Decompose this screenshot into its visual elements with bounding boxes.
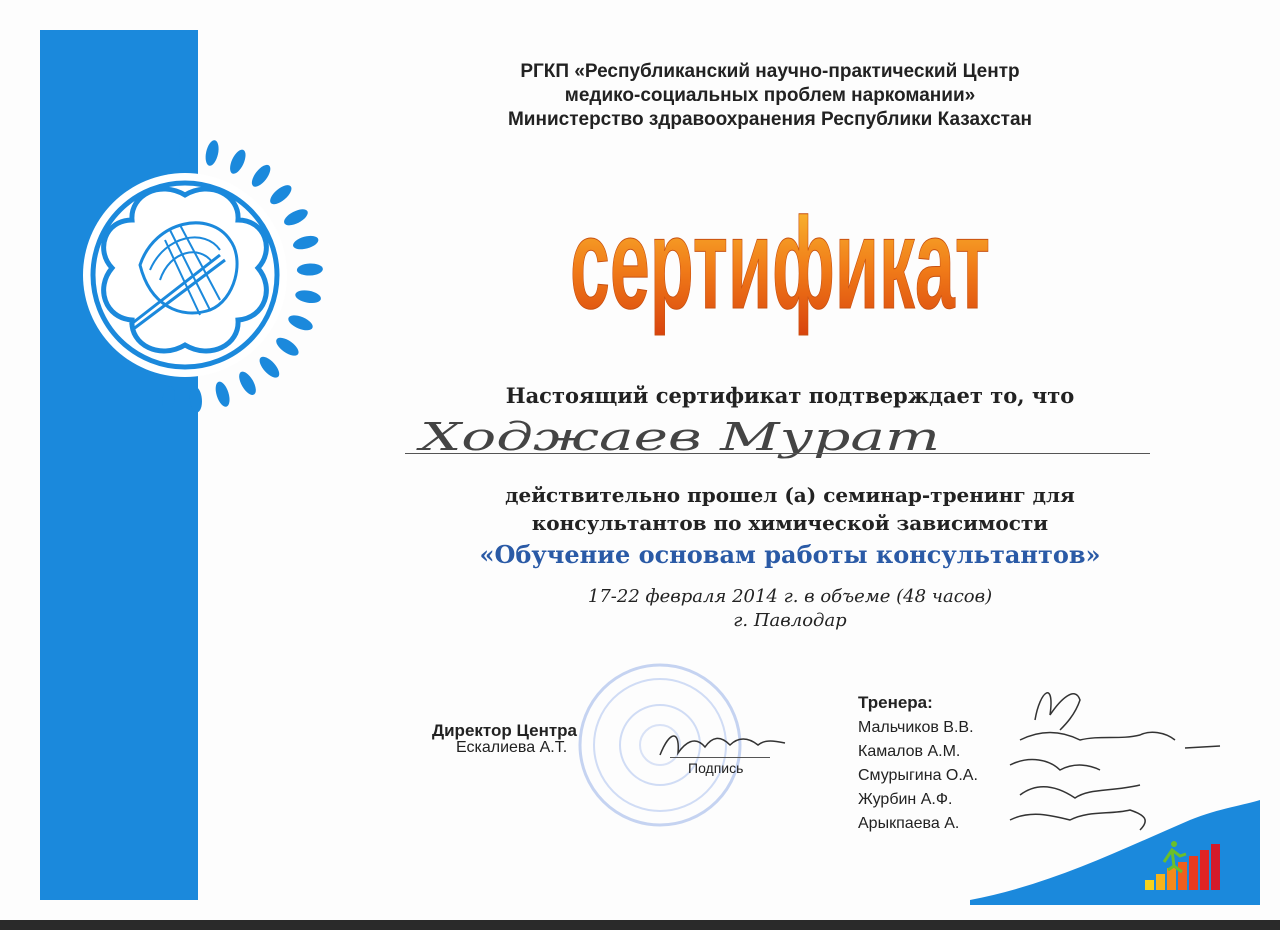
sun-ray <box>292 233 320 251</box>
director-name: Ескалиева А.Т. <box>456 739 568 756</box>
trainers-list <box>858 716 978 836</box>
sun-ray <box>297 263 323 276</box>
sun-ray <box>273 334 301 359</box>
signature-label: Подпись <box>688 760 744 776</box>
step-bar <box>1200 850 1209 890</box>
trainers-title: Тренера: <box>858 693 933 712</box>
header-line-2: медико-социальных проблем наркомании» <box>564 85 976 106</box>
sun-ray <box>236 369 259 398</box>
step-bar <box>1178 862 1187 890</box>
sun-ray <box>294 289 322 305</box>
certificate-title-text: сертификат <box>570 190 990 336</box>
corner-wave-logo <box>970 800 1260 905</box>
trainer-name: Смурыгина О.А. <box>858 767 978 784</box>
sun-ray <box>267 182 295 208</box>
certificate-title <box>560 190 1000 336</box>
organization-header <box>420 60 1120 132</box>
sun-ray <box>213 380 232 408</box>
name-underline <box>405 453 1150 454</box>
step-bar <box>1189 856 1198 890</box>
trainer-name: Журбин А.Ф. <box>858 791 953 808</box>
trainer-name: Мальчиков В.В. <box>858 719 974 736</box>
sun-ray <box>256 354 282 381</box>
sun-ray <box>203 139 220 167</box>
recipient-name: Ходжаев Мурат <box>415 415 940 459</box>
step-bar <box>1145 880 1154 890</box>
sun-ray <box>179 137 191 163</box>
step-bar <box>1211 844 1220 890</box>
sun-ray <box>282 206 311 229</box>
dates-block <box>430 585 1150 633</box>
sun-ray <box>248 162 273 190</box>
header-line-3: Министерство здравоохранения Республики Казахстан <box>507 109 1033 130</box>
sun-ray <box>161 385 176 412</box>
step-bar <box>1156 874 1165 890</box>
description <box>430 481 1150 537</box>
description-line-2: консультантов по химической зависимости <box>531 511 1049 535</box>
header-line-1: РГКП «Республиканский научно-практический Центр <box>520 61 1020 82</box>
confirm-text: Настоящий сертификат подтверждает то, что <box>505 383 1075 408</box>
sun-ray <box>189 386 203 413</box>
city-text: г. Павлодар <box>733 610 847 631</box>
trainer-name: Камалов А.М. <box>858 743 961 760</box>
course-title: «Обучение основам работы консультантов» <box>479 540 1101 569</box>
sun-emblem-logo <box>70 110 330 430</box>
trainer-name: Арыкпаева А. <box>858 815 960 832</box>
sun-ray <box>227 147 249 176</box>
signature-line <box>670 757 770 758</box>
step-bar <box>1167 868 1176 890</box>
scan-edge <box>0 920 1280 930</box>
director-signature <box>650 725 790 765</box>
sun-ray <box>286 312 315 333</box>
dates-text: 17-22 февраля 2014 г. в объеме (48 часов) <box>587 586 993 607</box>
director-title: Директор Центра <box>432 721 578 740</box>
description-line-1: действительно прошел (а) семинар-тренинг для <box>505 483 1075 507</box>
